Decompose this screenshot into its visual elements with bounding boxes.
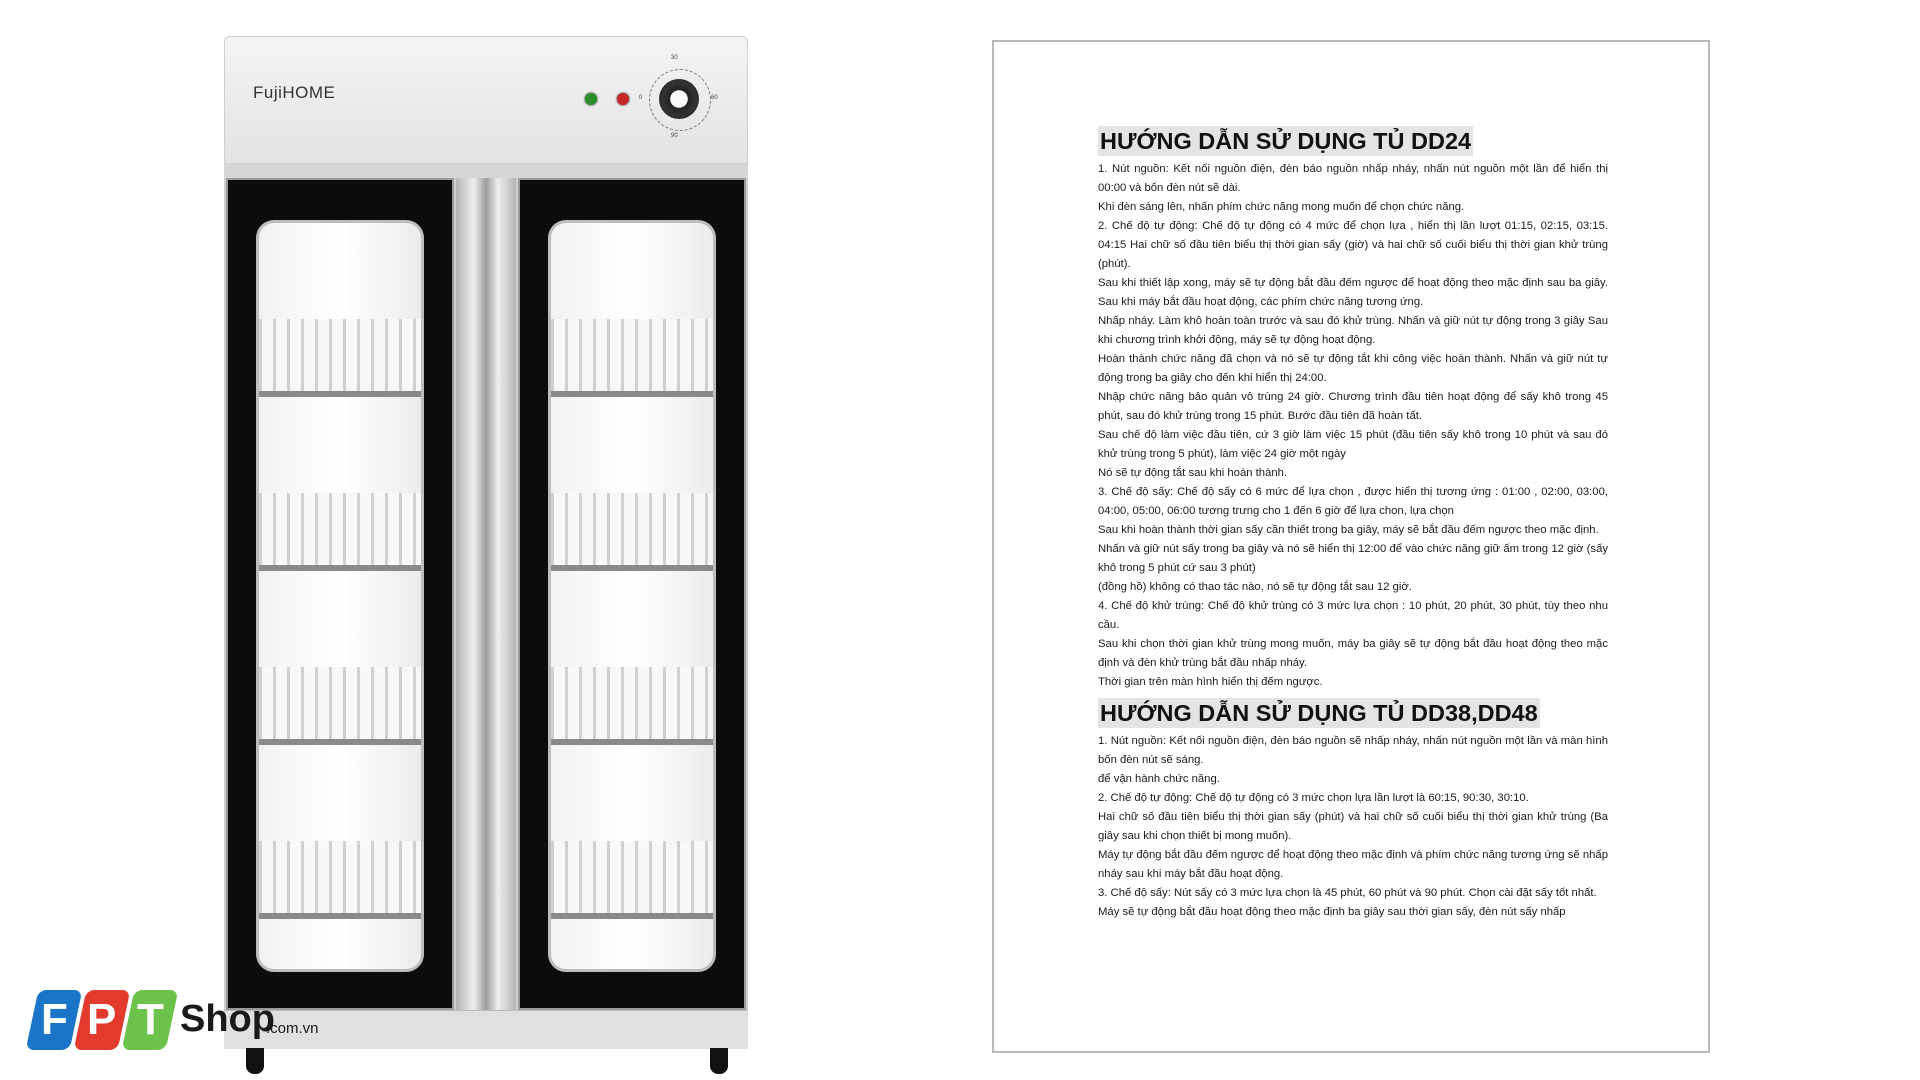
logo-tile-t: T bbox=[122, 990, 179, 1050]
instruction-line: Sau chế độ làm việc đầu tiên, cứ 3 giờ làm việc 15 phút (đầu tiên sấy khô trong 10 phút và sau đó khử trùng trong 5 phút), làm việc 24 giờ một ngày bbox=[1098, 429, 1608, 460]
dial-mark-bottom: 90 bbox=[671, 133, 678, 139]
left-door-glass bbox=[256, 220, 424, 972]
instruction-line: (đồng hồ) không có thao tác nào, nó sẽ tự động tắt sau 12 giờ. bbox=[1098, 581, 1412, 593]
logo-shop-text: Shop bbox=[180, 998, 275, 1040]
instruction-line: để vận hành chức năng. bbox=[1098, 773, 1220, 785]
instruction-line: Nhấp nháy. Làm khô hoàn toàn trước và sau đó khử trùng. Nhấn và giữ nút tự động trong 3 giây Sau khi chương trình khởi động, máy sẽ tự động hoạt động. bbox=[1098, 315, 1608, 346]
cabinet-left-door bbox=[226, 178, 454, 1010]
instruction-line: 1. Nút nguồn: Kết nối nguồn điện, đèn báo nguồn nhấp nháy, nhấn nút nguồn một lần để hiển thị 00:00 và bốn đèn nút sẽ dài. bbox=[1098, 163, 1608, 194]
instruction-line: Nhập chức năng bảo quản vô trùng 24 giờ. Chương trình đầu tiên hoạt động để sấy khô trong 45 phút, sau đó khử trùng trong 15 phút. Bước đầu tiên đã hoàn tất. bbox=[1098, 391, 1608, 422]
logo-tile-f: F bbox=[26, 990, 83, 1050]
instruction-line: Hoàn thành chức năng đã chọn và nó sẽ tự động tắt khi công việc hoàn thành. Nhấn và giữ nút tự động trong ba giây cho đến khi hiển thị 24:00. bbox=[1098, 353, 1608, 384]
dial-mark-right: 60 bbox=[711, 95, 718, 101]
instruction-line: 2. Chế độ tự động: Chế độ tự động có 3 mức chọn lựa lần lượt là 60:15, 90:30, 30:10. bbox=[1098, 792, 1529, 804]
logo-tile-p: P bbox=[74, 990, 131, 1050]
cabinet-right-door bbox=[518, 178, 746, 1010]
instruction-line: Khi đèn sáng lên, nhấn phím chức năng mong muốn để chọn chức năng. bbox=[1098, 201, 1465, 213]
instruction-line: Hai chữ số đầu tiên biểu thị thời gian sấy (phút) và hai chữ số cuối biểu thị thời gian khử trùng (Ba giây sau khi chọn thiết bị mong muốn). bbox=[1098, 811, 1608, 842]
instruction-line: Sau khi chọn thời gian khử trùng mong muốn, máy ba giây sẽ tự động bắt đầu hoạt động theo mặc định và đèn khử trùng bắt đầu nhấp nháy. bbox=[1098, 638, 1608, 669]
section-heading-dd38-dd48: HƯỚNG DẪN SỬ DỤNG TỦ DD38,DD48 bbox=[1100, 700, 1538, 726]
instruction-line: 1. Nút nguồn: Kết nối nguồn điện, đèn báo nguồn sẽ nhấp nháy, nhấn nút nguồn một lần và màn hình bốn đèn nút sẽ sáng. bbox=[1098, 735, 1608, 766]
right-door-glass bbox=[548, 220, 716, 972]
instruction-document bbox=[992, 40, 1710, 1053]
instruction-line: Nhấn và giữ nút sấy trong ba giây và nó sẽ hiển thị 12:00 để vào chức năng giữ ấm trong 12 giờ (sấy khô trong 5 phút cứ sau 3 phút) bbox=[1098, 543, 1608, 574]
logo-domain-text: .com.vn bbox=[266, 1020, 319, 1037]
green-indicator-light bbox=[585, 93, 597, 105]
cabinet-right-wheel bbox=[710, 1048, 728, 1074]
instruction-line: Máy sẽ tự động bắt đầu hoạt động theo mặc định ba giây sau thời gian sấy, đèn nút sấy nhấp bbox=[1098, 906, 1566, 918]
fpt-shop-logo bbox=[28, 984, 328, 1064]
instruction-line: 3. Chế độ sấy: Nút sấy có 3 mức lựa chọn là 45 phút, 60 phút và 90 phút. Chọn cài đặt sấy tốt nhất. bbox=[1098, 887, 1597, 899]
dish-cabinet-image bbox=[224, 36, 748, 1048]
timer-dial-knob bbox=[659, 79, 699, 119]
cabinet-control-panel bbox=[224, 36, 748, 164]
instruction-line: 3. Chế độ sấy: Chế độ sấy có 6 mức để lựa chọn , được hiển thị tương ứng : 01:00 , 02:00, 03:00, 04:00, 05:00, 06:00 tương trưng cho 1 đến 6 giờ để lựa chọn, lựa chọn bbox=[1098, 486, 1608, 517]
document-content bbox=[1098, 126, 1608, 922]
section-body-dd38-dd48 bbox=[1098, 732, 1608, 922]
instruction-line: 2. Chế độ tự động: Chế độ tự động có 4 mức để chọn lựa , hiển thị lần lượt 01:15, 02:15, 03:15. 04:15 Hai chữ số đầu tiên biểu thị thời gian sấy (giờ) và hai chữ số cuối biểu thị thời gian khử trùng (phút). bbox=[1098, 220, 1608, 270]
dial-mark-left: 0 bbox=[639, 95, 643, 101]
cabinet-trim bbox=[224, 164, 748, 178]
instruction-line: Sau khi hoàn thành thời gian sấy cần thiết trong ba giây, máy sẽ bắt đầu đếm ngược theo mặc định. bbox=[1098, 524, 1599, 536]
instruction-line: Máy tự động bắt đầu đếm ngược để hoạt động theo mặc định và phím chức năng tương ứng sẽ nhấp nháy sau khi máy bắt đầu hoạt động. bbox=[1098, 849, 1608, 880]
dial-mark-top: 30 bbox=[671, 55, 678, 61]
instruction-line: Thời gian trên màn hình hiển thị đếm ngược. bbox=[1098, 676, 1323, 688]
instruction-line: 4. Chế độ khử trùng: Chế độ khử trùng có 3 mức lựa chọn : 10 phút, 20 phút, 30 phút, tùy theo nhu cầu. bbox=[1098, 600, 1608, 631]
cabinet-brand-label: FujiHOME bbox=[253, 83, 336, 102]
cabinet-body bbox=[224, 178, 748, 1048]
instruction-line: Nó sẽ tự động tắt sau khi hoàn thành. bbox=[1098, 467, 1288, 479]
red-indicator-light bbox=[617, 93, 629, 105]
section-body-dd24 bbox=[1098, 160, 1608, 692]
instruction-line: Sau khi thiết lập xong, máy sẽ tự động bắt đầu đếm ngược để hoạt động theo mặc định sau ba giây. Sau khi máy bắt đầu hoạt động, các phím chức năng tương ứng. bbox=[1098, 277, 1608, 308]
section-heading-dd24: HƯỚNG DẪN SỬ DỤNG TỦ DD24 bbox=[1100, 128, 1472, 154]
cabinet-door-handles bbox=[456, 178, 516, 1010]
